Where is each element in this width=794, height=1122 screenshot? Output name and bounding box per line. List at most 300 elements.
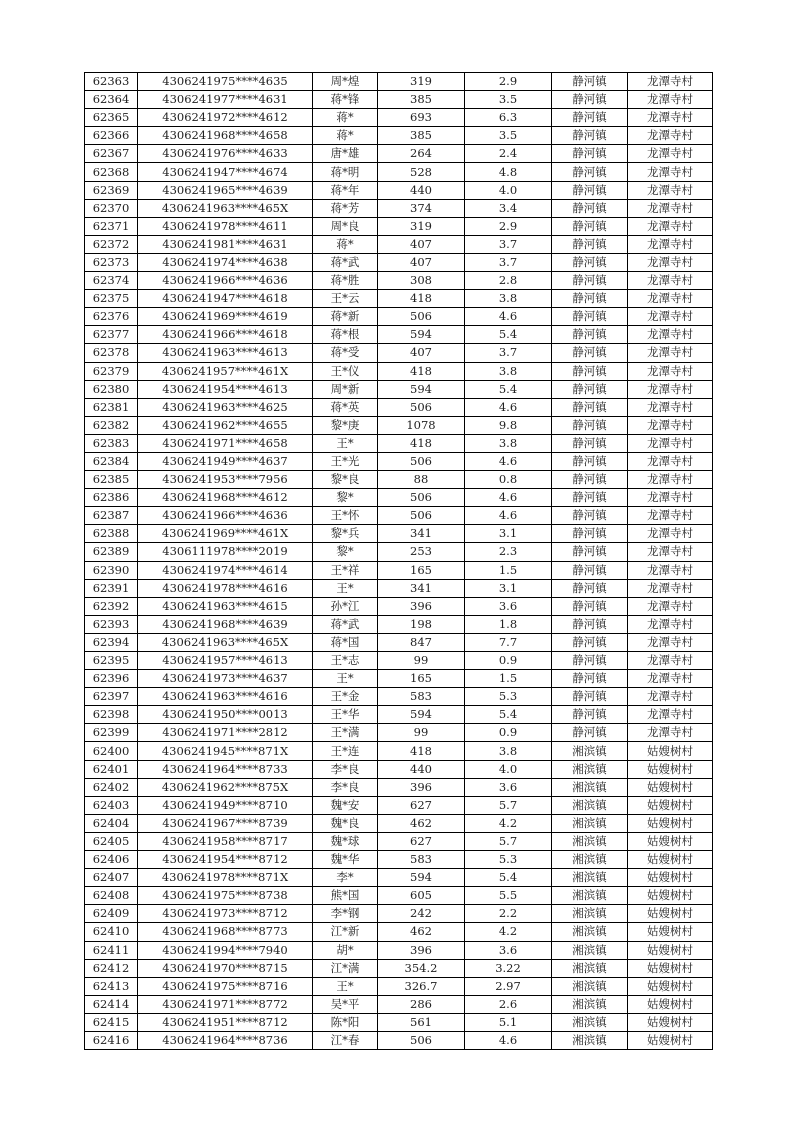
- village-cell: 龙潭寺村: [628, 489, 713, 507]
- name-cell: 王*怀: [313, 507, 378, 525]
- subsidy-cell: 3.4: [465, 199, 552, 217]
- serial-number-cell: 62363: [85, 73, 138, 91]
- amount-cell: 847: [378, 633, 465, 651]
- name-cell: 蒋*明: [313, 163, 378, 181]
- serial-number-cell: 62400: [85, 742, 138, 760]
- town-cell: 静河镇: [552, 670, 628, 688]
- amount-cell: 326.7: [378, 977, 465, 995]
- name-cell: 胡*: [313, 941, 378, 959]
- table-row: [85, 380, 713, 398]
- id-number-cell: 4306241968****4658: [138, 127, 313, 145]
- subsidy-cell: 9.8: [465, 416, 552, 434]
- id-number-cell: 4306241965****4639: [138, 181, 313, 199]
- subsidy-cell: 2.4: [465, 145, 552, 163]
- amount-cell: 198: [378, 615, 465, 633]
- table-row: [85, 597, 713, 615]
- subsidy-cell: 2.8: [465, 272, 552, 290]
- village-cell: 龙潭寺村: [628, 362, 713, 380]
- subsidy-cell: 5.7: [465, 796, 552, 814]
- name-cell: 蒋*根: [313, 326, 378, 344]
- amount-cell: 88: [378, 471, 465, 489]
- subsidy-cell: 3.6: [465, 941, 552, 959]
- town-cell: 静河镇: [552, 253, 628, 271]
- id-number-cell: 4306241963****4625: [138, 398, 313, 416]
- subsidy-cell: 0.9: [465, 652, 552, 670]
- subsidy-cell: 5.1: [465, 1013, 552, 1031]
- town-cell: 静河镇: [552, 91, 628, 109]
- subsidy-cell: 5.4: [465, 326, 552, 344]
- village-cell: 龙潭寺村: [628, 706, 713, 724]
- town-cell: 湘滨镇: [552, 851, 628, 869]
- id-number-cell: 4306241962****4655: [138, 416, 313, 434]
- table-row: [85, 923, 713, 941]
- serial-number-cell: 62410: [85, 923, 138, 941]
- name-cell: 王*祥: [313, 561, 378, 579]
- name-cell: 黎*: [313, 543, 378, 561]
- amount-cell: 594: [378, 326, 465, 344]
- table-row: [85, 163, 713, 181]
- subsidy-cell: 1.5: [465, 670, 552, 688]
- id-number-cell: 4306241971****2812: [138, 724, 313, 742]
- table-row: [85, 742, 713, 760]
- id-number-cell: 4306241977****4631: [138, 91, 313, 109]
- id-number-cell: 4306111978****2019: [138, 543, 313, 561]
- table-row: [85, 398, 713, 416]
- village-cell: 龙潭寺村: [628, 380, 713, 398]
- id-number-cell: 4306241954****8712: [138, 851, 313, 869]
- table-row: [85, 434, 713, 452]
- subsidy-cell: 2.97: [465, 977, 552, 995]
- village-cell: 龙潭寺村: [628, 452, 713, 470]
- name-cell: 黎*: [313, 489, 378, 507]
- table-row: [85, 959, 713, 977]
- id-number-cell: 4306241970****8715: [138, 959, 313, 977]
- name-cell: 魏*华: [313, 851, 378, 869]
- town-cell: 静河镇: [552, 652, 628, 670]
- amount-cell: 99: [378, 724, 465, 742]
- town-cell: 湘滨镇: [552, 869, 628, 887]
- name-cell: 陈*阳: [313, 1013, 378, 1031]
- village-cell: 龙潭寺村: [628, 272, 713, 290]
- id-number-cell: 4306241975****4635: [138, 73, 313, 91]
- table-row: [85, 724, 713, 742]
- town-cell: 静河镇: [552, 615, 628, 633]
- name-cell: 蒋*新: [313, 308, 378, 326]
- town-cell: 静河镇: [552, 706, 628, 724]
- serial-number-cell: 62367: [85, 145, 138, 163]
- serial-number-cell: 62371: [85, 217, 138, 235]
- subsidy-cell: 4.2: [465, 814, 552, 832]
- village-cell: 龙潭寺村: [628, 561, 713, 579]
- subsidy-cell: 3.7: [465, 344, 552, 362]
- village-cell: 姑嫂树村: [628, 778, 713, 796]
- town-cell: 静河镇: [552, 344, 628, 362]
- village-cell: 龙潭寺村: [628, 127, 713, 145]
- serial-number-cell: 62375: [85, 290, 138, 308]
- subsidy-cell: 3.5: [465, 127, 552, 145]
- town-cell: 静河镇: [552, 217, 628, 235]
- table-row: [85, 181, 713, 199]
- table-row: [85, 543, 713, 561]
- village-cell: 姑嫂树村: [628, 760, 713, 778]
- serial-number-cell: 62401: [85, 760, 138, 778]
- amount-cell: 627: [378, 832, 465, 850]
- village-cell: 龙潭寺村: [628, 308, 713, 326]
- amount-cell: 418: [378, 362, 465, 380]
- table-row: [85, 217, 713, 235]
- id-number-cell: 4306241966****4636: [138, 272, 313, 290]
- id-number-cell: 4306241971****4658: [138, 434, 313, 452]
- village-cell: 龙潭寺村: [628, 73, 713, 91]
- subsidy-cell: 4.6: [465, 452, 552, 470]
- records-table: [84, 72, 713, 1050]
- town-cell: 静河镇: [552, 452, 628, 470]
- town-cell: 湘滨镇: [552, 923, 628, 941]
- name-cell: 王*云: [313, 290, 378, 308]
- id-number-cell: 4306241958****8717: [138, 832, 313, 850]
- village-cell: 姑嫂树村: [628, 796, 713, 814]
- town-cell: 静河镇: [552, 308, 628, 326]
- serial-number-cell: 62376: [85, 308, 138, 326]
- name-cell: 王*志: [313, 652, 378, 670]
- town-cell: 静河镇: [552, 507, 628, 525]
- subsidy-cell: 3.1: [465, 579, 552, 597]
- amount-cell: 99: [378, 652, 465, 670]
- subsidy-cell: 1.5: [465, 561, 552, 579]
- amount-cell: 594: [378, 706, 465, 724]
- subsidy-cell: 5.4: [465, 706, 552, 724]
- amount-cell: 165: [378, 670, 465, 688]
- village-cell: 龙潭寺村: [628, 416, 713, 434]
- amount-cell: 319: [378, 217, 465, 235]
- amount-cell: 506: [378, 398, 465, 416]
- serial-number-cell: 62380: [85, 380, 138, 398]
- serial-number-cell: 62377: [85, 326, 138, 344]
- name-cell: 蒋*芳: [313, 199, 378, 217]
- serial-number-cell: 62403: [85, 796, 138, 814]
- village-cell: 龙潭寺村: [628, 253, 713, 271]
- town-cell: 静河镇: [552, 597, 628, 615]
- name-cell: 黎*庚: [313, 416, 378, 434]
- town-cell: 静河镇: [552, 163, 628, 181]
- amount-cell: 319: [378, 73, 465, 91]
- id-number-cell: 4306241994****7940: [138, 941, 313, 959]
- village-cell: 龙潭寺村: [628, 688, 713, 706]
- town-cell: 湘滨镇: [552, 977, 628, 995]
- serial-number-cell: 62364: [85, 91, 138, 109]
- amount-cell: 627: [378, 796, 465, 814]
- town-cell: 静河镇: [552, 73, 628, 91]
- subsidy-cell: 5.4: [465, 380, 552, 398]
- village-cell: 龙潭寺村: [628, 326, 713, 344]
- amount-cell: 462: [378, 923, 465, 941]
- serial-number-cell: 62385: [85, 471, 138, 489]
- table-row: [85, 832, 713, 850]
- name-cell: 王*光: [313, 452, 378, 470]
- table-row: [85, 579, 713, 597]
- subsidy-cell: 4.0: [465, 181, 552, 199]
- town-cell: 静河镇: [552, 326, 628, 344]
- subsidy-cell: 2.9: [465, 73, 552, 91]
- serial-number-cell: 62408: [85, 887, 138, 905]
- table-row: [85, 688, 713, 706]
- town-cell: 湘滨镇: [552, 742, 628, 760]
- subsidy-cell: 0.9: [465, 724, 552, 742]
- serial-number-cell: 62393: [85, 615, 138, 633]
- name-cell: 魏*良: [313, 814, 378, 832]
- town-cell: 静河镇: [552, 380, 628, 398]
- village-cell: 龙潭寺村: [628, 525, 713, 543]
- serial-number-cell: 62379: [85, 362, 138, 380]
- name-cell: 唐*雄: [313, 145, 378, 163]
- id-number-cell: 4306241978****4616: [138, 579, 313, 597]
- records-table-body: [85, 73, 713, 1050]
- town-cell: 湘滨镇: [552, 959, 628, 977]
- subsidy-cell: 3.8: [465, 434, 552, 452]
- town-cell: 静河镇: [552, 489, 628, 507]
- serial-number-cell: 62415: [85, 1013, 138, 1031]
- town-cell: 湘滨镇: [552, 760, 628, 778]
- serial-number-cell: 62383: [85, 434, 138, 452]
- table-row: [85, 489, 713, 507]
- id-number-cell: 4306241981****4631: [138, 235, 313, 253]
- town-cell: 静河镇: [552, 434, 628, 452]
- table-row: [85, 869, 713, 887]
- village-cell: 龙潭寺村: [628, 615, 713, 633]
- village-cell: 姑嫂树村: [628, 977, 713, 995]
- serial-number-cell: 62405: [85, 832, 138, 850]
- table-row: [85, 73, 713, 91]
- amount-cell: 605: [378, 887, 465, 905]
- subsidy-cell: 2.6: [465, 995, 552, 1013]
- subsidy-cell: 3.6: [465, 778, 552, 796]
- village-cell: 龙潭寺村: [628, 471, 713, 489]
- serial-number-cell: 62411: [85, 941, 138, 959]
- table-row: [85, 814, 713, 832]
- village-cell: 龙潭寺村: [628, 398, 713, 416]
- table-row: [85, 887, 713, 905]
- serial-number-cell: 62382: [85, 416, 138, 434]
- id-number-cell: 4306241968****4639: [138, 615, 313, 633]
- amount-cell: 462: [378, 814, 465, 832]
- amount-cell: 407: [378, 344, 465, 362]
- subsidy-cell: 1.8: [465, 615, 552, 633]
- serial-number-cell: 62368: [85, 163, 138, 181]
- amount-cell: 385: [378, 127, 465, 145]
- table-row: [85, 706, 713, 724]
- serial-number-cell: 62390: [85, 561, 138, 579]
- serial-number-cell: 62413: [85, 977, 138, 995]
- id-number-cell: 4306241951****8712: [138, 1013, 313, 1031]
- name-cell: 李*钢: [313, 905, 378, 923]
- serial-number-cell: 62381: [85, 398, 138, 416]
- id-number-cell: 4306241957****4613: [138, 652, 313, 670]
- id-number-cell: 4306241972****4612: [138, 109, 313, 127]
- name-cell: 蒋*: [313, 127, 378, 145]
- table-row: [85, 796, 713, 814]
- town-cell: 湘滨镇: [552, 995, 628, 1013]
- table-row: [85, 615, 713, 633]
- town-cell: 静河镇: [552, 199, 628, 217]
- table-row: [85, 326, 713, 344]
- name-cell: 孙*江: [313, 597, 378, 615]
- table-row: [85, 525, 713, 543]
- name-cell: 江*新: [313, 923, 378, 941]
- amount-cell: 506: [378, 507, 465, 525]
- amount-cell: 242: [378, 905, 465, 923]
- serial-number-cell: 62378: [85, 344, 138, 362]
- subsidy-cell: 4.6: [465, 489, 552, 507]
- subsidy-cell: 3.22: [465, 959, 552, 977]
- amount-cell: 418: [378, 434, 465, 452]
- table-row: [85, 199, 713, 217]
- amount-cell: 407: [378, 235, 465, 253]
- amount-cell: 506: [378, 1031, 465, 1049]
- town-cell: 静河镇: [552, 181, 628, 199]
- amount-cell: 506: [378, 489, 465, 507]
- name-cell: 王*金: [313, 688, 378, 706]
- name-cell: 王*: [313, 579, 378, 597]
- serial-number-cell: 62416: [85, 1031, 138, 1049]
- town-cell: 静河镇: [552, 127, 628, 145]
- id-number-cell: 4306241969****461X: [138, 525, 313, 543]
- amount-cell: 561: [378, 1013, 465, 1031]
- name-cell: 周*新: [313, 380, 378, 398]
- town-cell: 静河镇: [552, 398, 628, 416]
- id-number-cell: 4306241962****875X: [138, 778, 313, 796]
- name-cell: 王*: [313, 434, 378, 452]
- amount-cell: 165: [378, 561, 465, 579]
- subsidy-cell: 5.3: [465, 851, 552, 869]
- amount-cell: 341: [378, 579, 465, 597]
- id-number-cell: 4306241968****4612: [138, 489, 313, 507]
- village-cell: 龙潭寺村: [628, 724, 713, 742]
- table-row: [85, 308, 713, 326]
- name-cell: 王*连: [313, 742, 378, 760]
- village-cell: 姑嫂树村: [628, 832, 713, 850]
- amount-cell: 374: [378, 199, 465, 217]
- table-row: [85, 290, 713, 308]
- subsidy-cell: 0.8: [465, 471, 552, 489]
- name-cell: 蒋*武: [313, 615, 378, 633]
- village-cell: 龙潭寺村: [628, 290, 713, 308]
- amount-cell: 396: [378, 597, 465, 615]
- table-row: [85, 977, 713, 995]
- serial-number-cell: 62370: [85, 199, 138, 217]
- town-cell: 静河镇: [552, 579, 628, 597]
- village-cell: 姑嫂树村: [628, 887, 713, 905]
- town-cell: 静河镇: [552, 525, 628, 543]
- table-row: [85, 452, 713, 470]
- name-cell: 王*满: [313, 724, 378, 742]
- village-cell: 龙潭寺村: [628, 579, 713, 597]
- village-cell: 龙潭寺村: [628, 145, 713, 163]
- name-cell: 江*春: [313, 1031, 378, 1049]
- serial-number-cell: 62384: [85, 452, 138, 470]
- subsidy-cell: 4.2: [465, 923, 552, 941]
- name-cell: 周*煌: [313, 73, 378, 91]
- subsidy-cell: 7.7: [465, 633, 552, 651]
- id-number-cell: 4306241966****4636: [138, 507, 313, 525]
- amount-cell: 440: [378, 181, 465, 199]
- serial-number-cell: 62388: [85, 525, 138, 543]
- table-row: [85, 905, 713, 923]
- subsidy-cell: 3.7: [465, 235, 552, 253]
- town-cell: 静河镇: [552, 543, 628, 561]
- village-cell: 龙潭寺村: [628, 597, 713, 615]
- table-row: [85, 851, 713, 869]
- amount-cell: 440: [378, 760, 465, 778]
- subsidy-cell: 4.6: [465, 507, 552, 525]
- table-row: [85, 362, 713, 380]
- table-row: [85, 91, 713, 109]
- id-number-cell: 4306241976****4633: [138, 145, 313, 163]
- id-number-cell: 4306241954****4613: [138, 380, 313, 398]
- table-row: [85, 941, 713, 959]
- name-cell: 蒋*武: [313, 253, 378, 271]
- village-cell: 龙潭寺村: [628, 109, 713, 127]
- village-cell: 龙潭寺村: [628, 199, 713, 217]
- amount-cell: 308: [378, 272, 465, 290]
- name-cell: 魏*安: [313, 796, 378, 814]
- id-number-cell: 4306241974****4638: [138, 253, 313, 271]
- serial-number-cell: 62406: [85, 851, 138, 869]
- serial-number-cell: 62394: [85, 633, 138, 651]
- subsidy-cell: 5.5: [465, 887, 552, 905]
- amount-cell: 396: [378, 941, 465, 959]
- table-row: [85, 670, 713, 688]
- amount-cell: 418: [378, 742, 465, 760]
- serial-number-cell: 62409: [85, 905, 138, 923]
- table-row: [85, 272, 713, 290]
- subsidy-cell: 3.7: [465, 253, 552, 271]
- serial-number-cell: 62365: [85, 109, 138, 127]
- town-cell: 静河镇: [552, 362, 628, 380]
- town-cell: 静河镇: [552, 235, 628, 253]
- village-cell: 龙潭寺村: [628, 543, 713, 561]
- amount-cell: 528: [378, 163, 465, 181]
- name-cell: 黎*兵: [313, 525, 378, 543]
- name-cell: 王*: [313, 977, 378, 995]
- village-cell: 龙潭寺村: [628, 91, 713, 109]
- name-cell: 熊*国: [313, 887, 378, 905]
- serial-number-cell: 62373: [85, 253, 138, 271]
- name-cell: 周*良: [313, 217, 378, 235]
- amount-cell: 286: [378, 995, 465, 1013]
- id-number-cell: 4306241967****8739: [138, 814, 313, 832]
- id-number-cell: 4306241974****4614: [138, 561, 313, 579]
- amount-cell: 418: [378, 290, 465, 308]
- amount-cell: 396: [378, 778, 465, 796]
- table-row: [85, 1031, 713, 1049]
- village-cell: 龙潭寺村: [628, 181, 713, 199]
- village-cell: 龙潭寺村: [628, 507, 713, 525]
- id-number-cell: 4306241957****461X: [138, 362, 313, 380]
- village-cell: 龙潭寺村: [628, 652, 713, 670]
- subsidy-cell: 4.6: [465, 1031, 552, 1049]
- table-row: [85, 995, 713, 1013]
- serial-number-cell: 62372: [85, 235, 138, 253]
- subsidy-cell: 4.8: [465, 163, 552, 181]
- village-cell: 龙潭寺村: [628, 217, 713, 235]
- town-cell: 静河镇: [552, 272, 628, 290]
- id-number-cell: 4306241963****4613: [138, 344, 313, 362]
- id-number-cell: 4306241949****8710: [138, 796, 313, 814]
- village-cell: 姑嫂树村: [628, 959, 713, 977]
- serial-number-cell: 62387: [85, 507, 138, 525]
- name-cell: 蒋*年: [313, 181, 378, 199]
- village-cell: 姑嫂树村: [628, 995, 713, 1013]
